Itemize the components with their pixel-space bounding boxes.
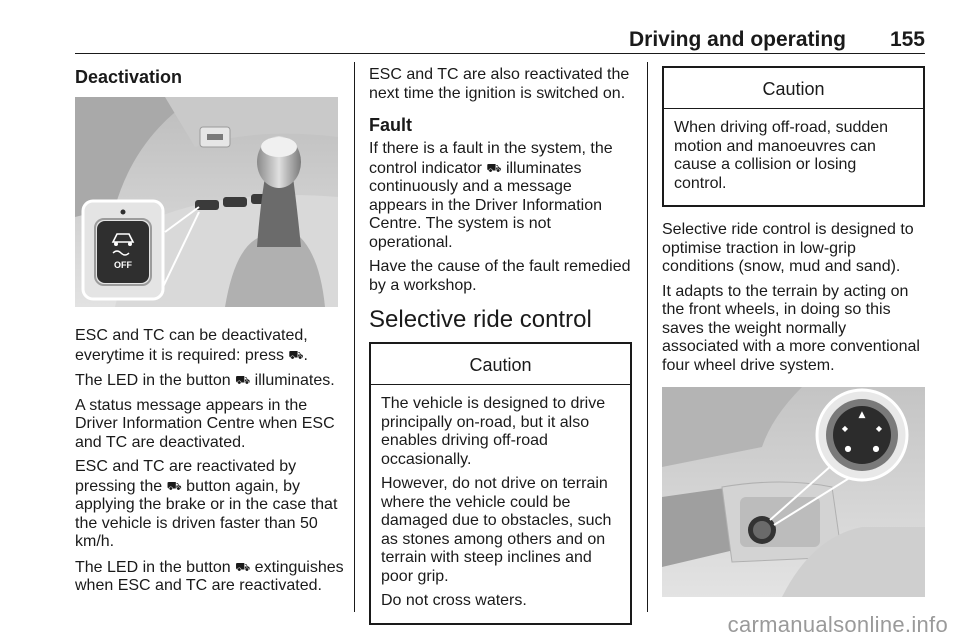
- caution-body: [371, 385, 630, 623]
- text: ESC and TC are reactivated by pressing the: [75, 458, 297, 495]
- ride-control-figure: [662, 387, 925, 597]
- left-column: [75, 66, 345, 602]
- deactivation-heading: Deactivation: [75, 67, 183, 87]
- text: ESC and TC can be deactivated, everytime it is required: press: [75, 327, 308, 364]
- paragraph: However, do not drive on terrain where the vehicle could be damaged due to obstacles, such as stones among others and on terrain with steep inclines and poor grip.: [381, 475, 612, 585]
- text: illuminates continuously and a message appears in the Driver Information Centre. The system is not operational.: [369, 159, 602, 251]
- caution-box: [369, 342, 632, 625]
- middle-column: [369, 66, 634, 625]
- running-header-title: Driving and operating: [628, 28, 846, 51]
- ride-control-illustration: [662, 387, 925, 597]
- esc-off-icon: ⛟: [288, 347, 304, 362]
- paragraph: [369, 140, 634, 252]
- caution-title: Caution: [664, 68, 923, 109]
- svg-text:●: ●: [872, 444, 880, 453]
- column-divider: [354, 62, 355, 612]
- esc-off-icon: ⛟: [235, 559, 251, 574]
- svg-text:◆: ◆: [841, 424, 849, 433]
- caution-title: Caution: [371, 344, 630, 385]
- esc-warning-icon: ⛟: [486, 160, 502, 175]
- paragraph: It adapts to the terrain by acting on the front wheels, in doing so this saves the weight normally associated with a more conventional four wheel drive system.: [662, 282, 920, 374]
- right-column: [662, 66, 925, 597]
- paragraph: ESC and TC are also reactivated the next time the ignition is switched on.: [369, 66, 630, 102]
- caution-box: [662, 66, 925, 207]
- column-divider: [647, 62, 648, 612]
- caution-body: [664, 109, 923, 205]
- text: extinguishes when ESC and TC are reactivated.: [75, 558, 344, 594]
- paragraph: Have the cause of the fault remedied by a workshop.: [369, 258, 631, 294]
- paragraph: [75, 327, 345, 365]
- paragraph: Selective ride control is designed to optimise traction in low-grip conditions (snow, mud and sand).: [662, 221, 914, 275]
- header-rule: [75, 53, 925, 54]
- off-label: OFF: [114, 260, 132, 270]
- svg-text:▲: ▲: [858, 410, 866, 420]
- paragraph: The vehicle is designed to drive principally on-road, but it also enables driving off-road occasionally.: [381, 395, 606, 468]
- paragraph: [75, 458, 345, 552]
- esc-off-icon: ⛟: [235, 373, 251, 387]
- selective-ride-control-heading: Selective ride control: [369, 306, 592, 333]
- text: If there is a fault in the system, the control indicator: [369, 140, 613, 177]
- paragraph: [75, 371, 345, 391]
- page-number: 155: [889, 28, 925, 51]
- svg-text:◆: ◆: [875, 424, 883, 433]
- paragraph: A status message appears in the Driver Information Centre when ESC and TC are deactivated.: [75, 396, 335, 451]
- text: The LED in the button: [75, 372, 236, 389]
- text: illuminates.: [250, 372, 335, 389]
- paragraph: [75, 558, 345, 596]
- text: The LED in the button: [75, 558, 236, 576]
- paragraph: Do not cross waters.: [381, 592, 527, 609]
- svg-text:●: ●: [844, 444, 852, 453]
- esc-button-figure: [75, 97, 338, 307]
- console-illustration: [75, 97, 338, 307]
- fault-heading: Fault: [369, 115, 412, 135]
- esc-off-icon: ⛟: [166, 478, 182, 493]
- text: .: [303, 346, 308, 364]
- text: button again, by applying the brake or in the case that the vehicle is driven faster than 50 km/h.: [75, 477, 338, 550]
- paragraph: When driving off-road, sudden motion and manoeuvres can cause a collision or losing control.: [674, 119, 889, 192]
- watermark: carmanualsonline.info: [727, 612, 948, 637]
